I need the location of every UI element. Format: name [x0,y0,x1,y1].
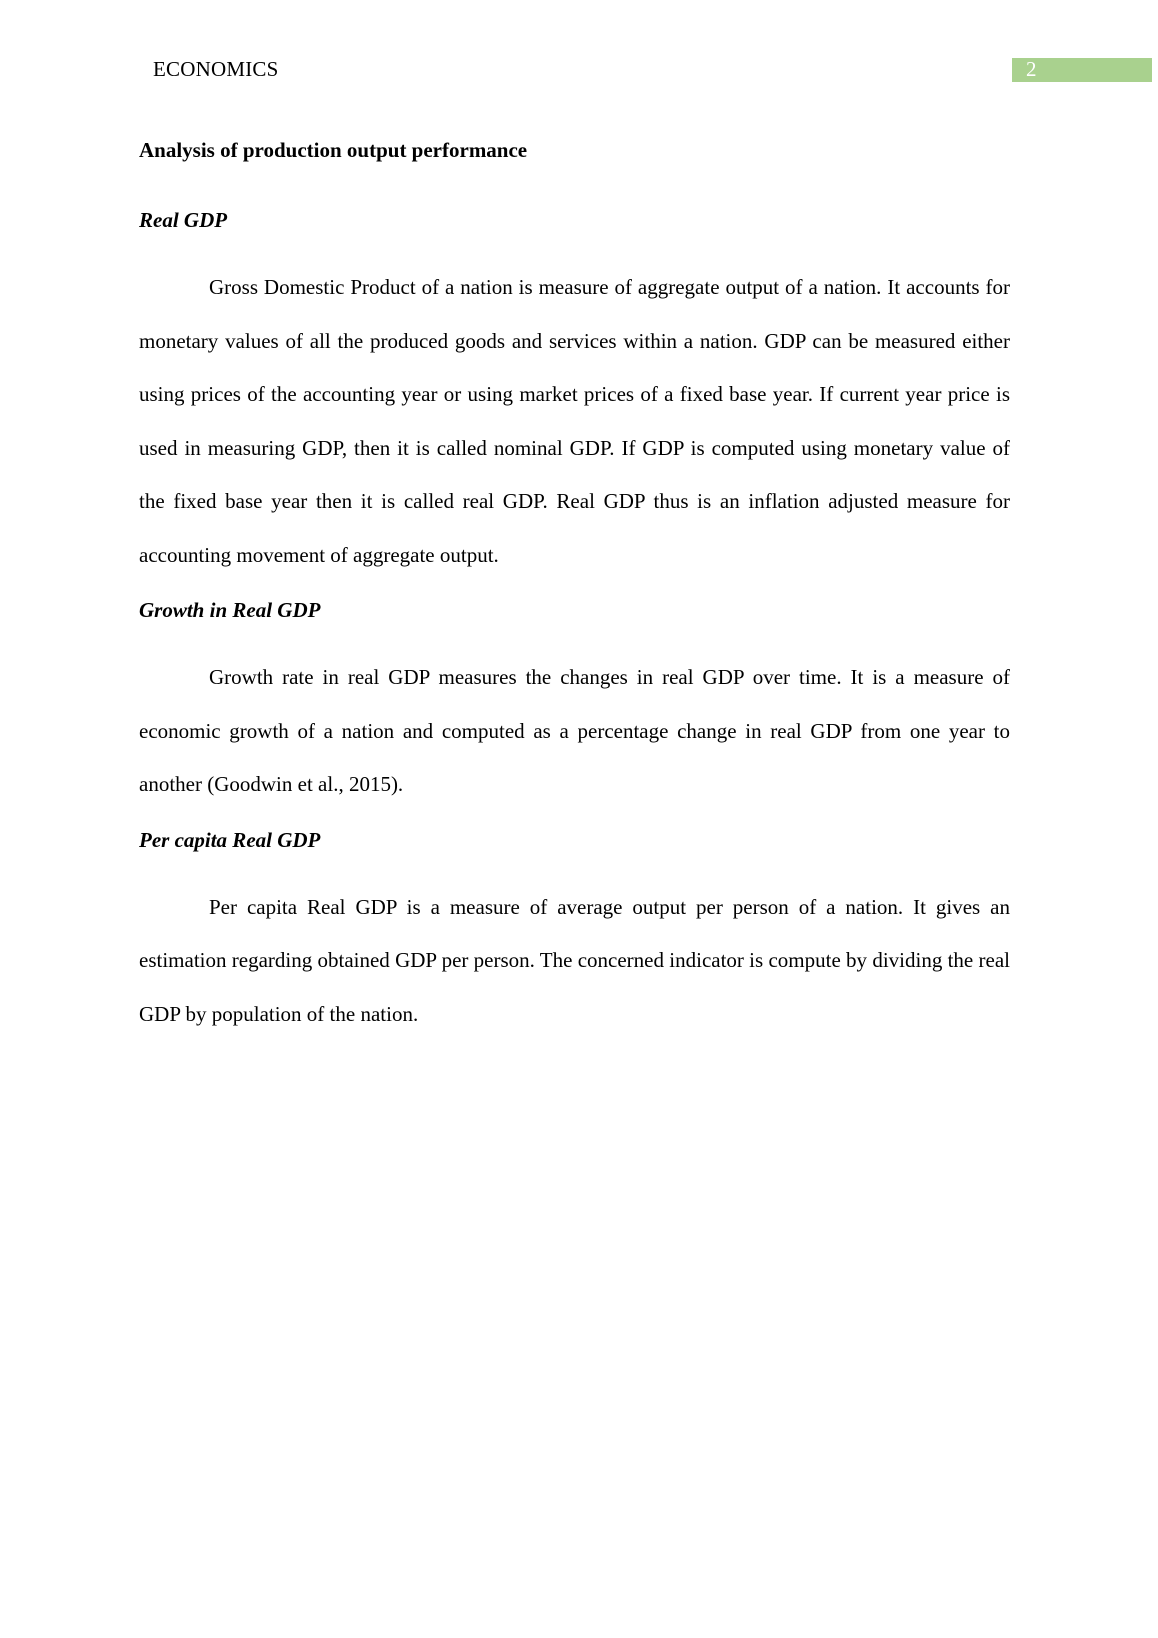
section-real-gdp [139,207,1010,582]
section-paragraph: Per capita Real GDP is a measure of average output per person of a nation. It gives an estimation regarding obtained GDP per person. The concerned indicator is compute by dividing the real GDP by population of the nation. [139,894,1010,1026]
section-paragraph: Growth rate in real GDP measures the changes in real GDP over time. It is a measure of economic growth of a nation and computed as a percentage change in real GDP from one year to another (Goodwin et al., 2015). [139,665,1010,796]
running-header-title: ECONOMICS [153,57,279,81]
document-title: Analysis of production output performance [139,138,528,162]
document-body [139,137,1010,1056]
page-number-badge [1012,58,1152,82]
section-heading: Growth in Real GDP [139,598,321,622]
section-growth-real-gdp [139,597,1010,812]
section-heading: Per capita Real GDP [139,827,321,852]
section-per-capita-real-gdp [139,827,1010,1042]
section-paragraph: Gross Domestic Product of a nation is measure of aggregate output of a nation. It accounts for monetary values of all the produced goods and services within a nation. GDP can be measured either using prices of the accounting year or using market prices of a fixed base year. If current year price is used in measuring GDP, then it is called nominal GDP. If GDP is computed using monetary value of the fixed base year then it is called real GDP. Real GDP thus is an inflation adjusted measure for accounting movement of aggregate output. [139,275,1010,567]
page-number: 2 [1026,57,1037,81]
section-heading: Real GDP [139,208,228,232]
